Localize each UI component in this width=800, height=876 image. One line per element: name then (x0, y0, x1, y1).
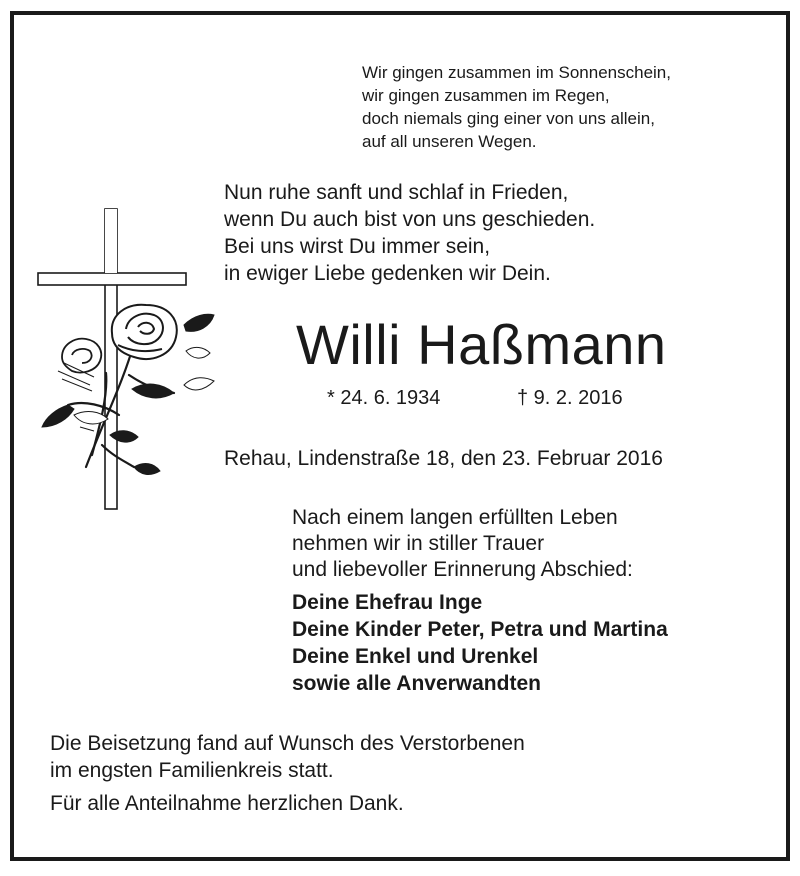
top-poem-line-3: doch niemals ging einer von uns allein, (362, 109, 655, 128)
mourner-line-2: Deine Kinder Peter, Petra und Martina (292, 618, 668, 641)
farewell-line-1: Nach einem langen erfüllten Leben (292, 506, 618, 529)
mourners-list (292, 589, 668, 697)
mourner-line-4: sowie alle Anverwandten (292, 672, 541, 695)
top-poem-line-4: auf all unseren Wegen. (362, 132, 537, 151)
main-poem-line-3: Bei uns wirst Du immer sein, (224, 235, 491, 258)
deceased-name: Willi Haßmann (296, 313, 667, 376)
death-date: † 9. 2. 2016 (517, 387, 623, 409)
mourner-line-1: Deine Ehefrau Inge (292, 591, 483, 614)
farewell-line-2: nehmen wir in stiller Trauer (292, 532, 545, 555)
birth-date: * 24. 6. 1934 (327, 387, 441, 409)
place-and-date: Rehau, Lindenstraße 18, den 23. Februar 2016 (224, 447, 663, 470)
cross-with-rose-icon (34, 205, 218, 515)
burial-note (50, 730, 525, 784)
burial-line-2: im engsten Familienkreis statt. (50, 759, 334, 782)
thanks-note: Für alle Anteilnahme herzlichen Dank. (50, 792, 404, 815)
farewell-text (292, 505, 633, 583)
farewell-line-3: und liebevoller Erinnerung Abschied: (292, 558, 633, 581)
main-poem-line-4: in ewiger Liebe gedenken wir Dein. (224, 262, 551, 285)
top-poem-line-1: Wir gingen zusammen im Sonnenschein, (362, 63, 671, 82)
mourner-line-3: Deine Enkel und Urenkel (292, 645, 539, 668)
main-poem (224, 179, 595, 287)
burial-line-1: Die Beisetzung fand auf Wunsch des Verstorbenen (50, 732, 525, 755)
top-poem (362, 61, 671, 153)
main-poem-line-2: wenn Du auch bist von uns geschieden. (224, 208, 596, 231)
main-poem-line-1: Nun ruhe sanft und schlaf in Frieden, (224, 181, 569, 204)
top-poem-line-2: wir gingen zusammen im Regen, (362, 86, 610, 105)
